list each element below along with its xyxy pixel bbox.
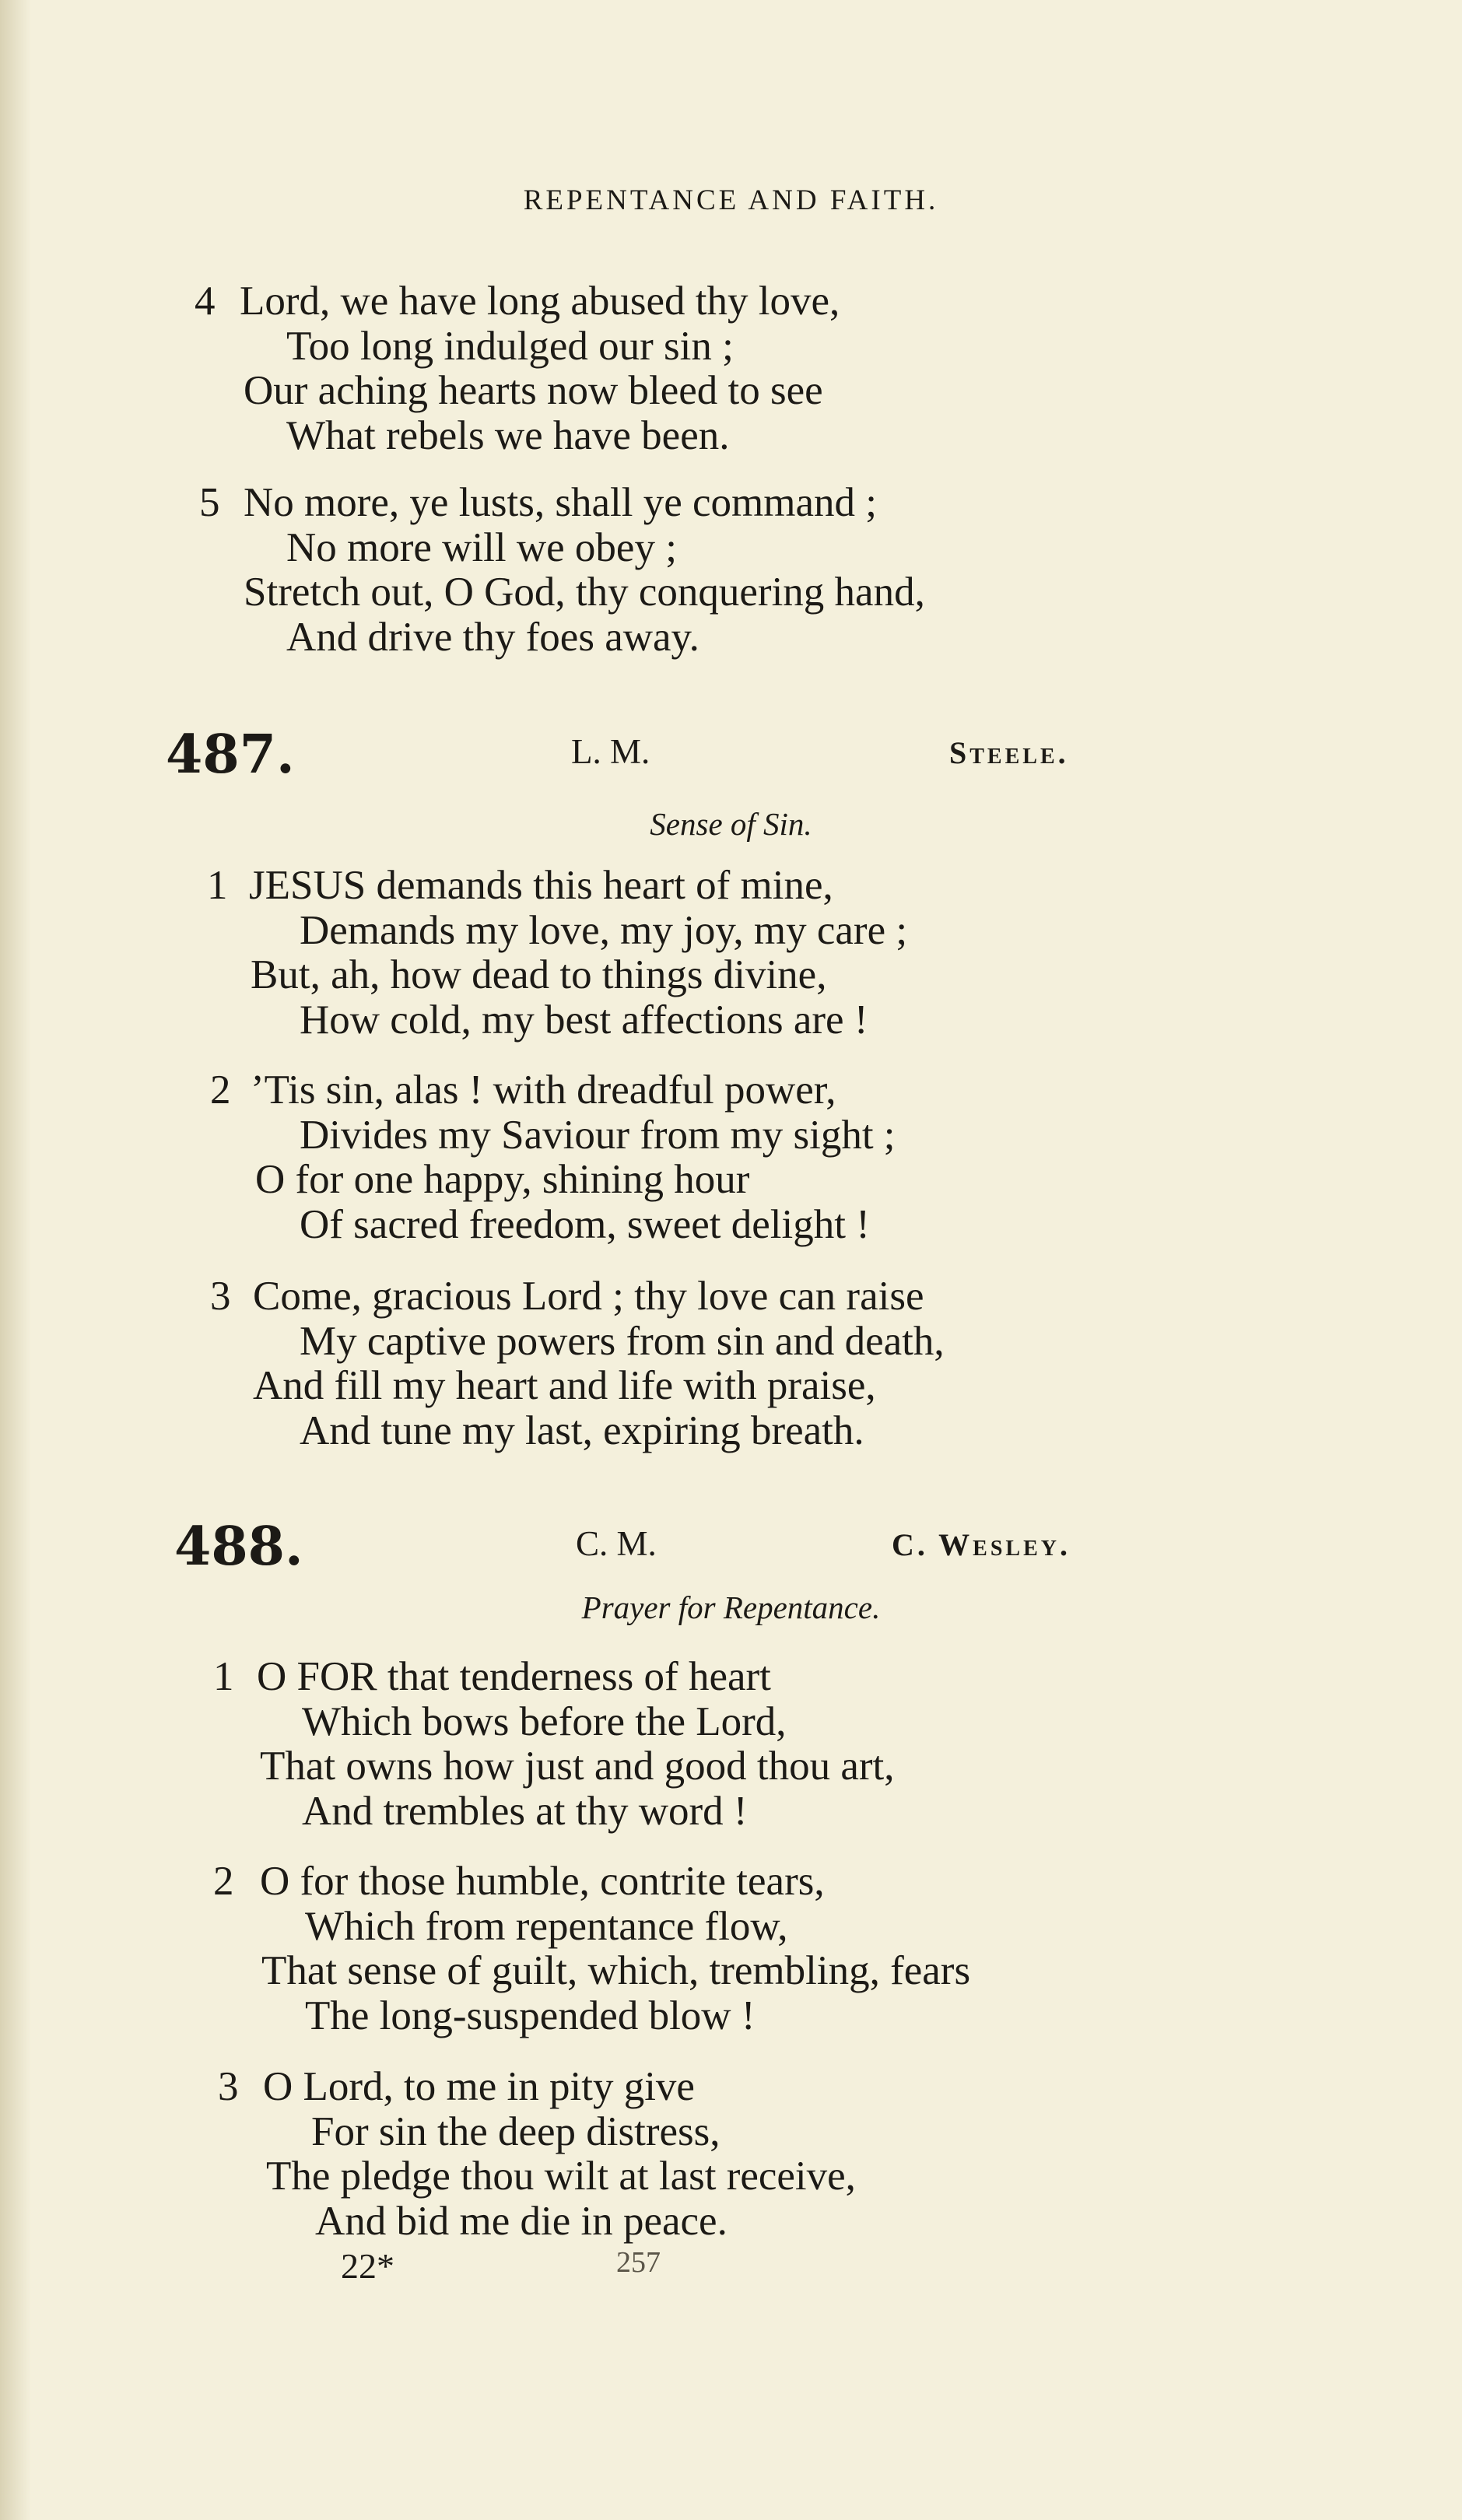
verse-line: Lord, we have long abused thy love, xyxy=(240,279,840,324)
verse-line: But, ah, how dead to things divine, xyxy=(251,952,827,997)
hymn-487-subtitle: Sense of Sin. xyxy=(650,806,812,842)
verse-line: Stretch out, O God, thy conquering hand, xyxy=(244,570,925,615)
verse-line: O for one happy, shining hour xyxy=(255,1157,750,1202)
verse-number: 1 xyxy=(213,1654,234,1699)
verse-line: And drive thy foes away. xyxy=(286,614,699,660)
verse-line: And tune my last, expiring breath. xyxy=(300,1407,864,1453)
verse-line: JESUS demands this heart of mine, xyxy=(249,863,833,908)
prev-hymn-verse-5 xyxy=(0,481,1462,660)
hymn-number: 487. xyxy=(166,724,295,786)
hymn-487-verse-1 xyxy=(0,864,1462,1043)
verse-line: The long-suspended blow ! xyxy=(305,1993,756,2038)
verse-line: Too long indulged our sin ; xyxy=(286,323,734,369)
hymn-488-subtitle: Prayer for Repentance. xyxy=(581,1589,881,1625)
verse-line: Which from repentance flow, xyxy=(305,1903,788,1949)
verse-line: That owns how just and good thou art, xyxy=(260,1744,895,1789)
signature-mark: 22* xyxy=(341,2246,394,2286)
verse-number: 3 xyxy=(218,2064,239,2109)
verse-line: And bid me die in peace. xyxy=(315,2198,727,2244)
verse-line: No more, ye lusts, shall ye command ; xyxy=(244,480,877,525)
verse-number: 3 xyxy=(210,1274,231,1319)
hymn-author: Steele. xyxy=(949,735,1069,770)
verse-line: My captive powers from sin and death, xyxy=(300,1318,945,1364)
hymn-488-verse-1 xyxy=(0,1655,1462,1834)
hymn-author: C. Wesley. xyxy=(892,1527,1071,1562)
verse-line: Our aching hearts now bleed to see xyxy=(244,368,823,413)
verse-number: 5 xyxy=(199,480,220,525)
verse-number: 1 xyxy=(207,863,228,908)
hymn-meter: L. M. xyxy=(571,732,650,771)
verse-line: ’Tis sin, alas ! with dreadful power, xyxy=(251,1067,836,1113)
verse-line: Of sacred freedom, sweet delight ! xyxy=(300,1201,870,1247)
hymn-488-verse-3 xyxy=(0,2065,1462,2244)
hymn-meter: C. M. xyxy=(576,1524,657,1563)
verse-line: And fill my heart and life with praise, xyxy=(253,1363,876,1408)
verse-line: Demands my love, my joy, my care ; xyxy=(300,907,908,953)
hymn-number: 488. xyxy=(174,1516,303,1578)
verse-line: Come, gracious Lord ; thy love can raise xyxy=(253,1274,924,1319)
verse-line: And trembles at thy word ! xyxy=(302,1788,748,1834)
hymn-487-verse-3 xyxy=(0,1274,1462,1453)
hymn-488-header xyxy=(0,1516,1462,1578)
verse-line: How cold, my best affections are ! xyxy=(300,997,868,1043)
verse-line: Which bows before the Lord, xyxy=(302,1698,787,1744)
verse-line: No more will we obey ; xyxy=(286,524,677,570)
verse-line: O Lord, to me in pity give xyxy=(263,2064,695,2109)
verse-number: 2 xyxy=(213,1859,234,1904)
verse-line: For sin the deep distress, xyxy=(311,2108,720,2154)
verse-line: O FOR that tenderness of heart xyxy=(257,1654,771,1699)
verse-line: Divides my Saviour from my sight ; xyxy=(300,1112,896,1158)
running-head: REPENTANCE AND FAITH. xyxy=(523,184,939,216)
verse-line: That sense of guilt, which, trembling, fears xyxy=(261,1948,971,1993)
prev-hymn-verse-4 xyxy=(0,279,1462,458)
hymn-487-header xyxy=(0,724,1462,786)
page-number: 257 xyxy=(616,2246,661,2279)
verse-number: 4 xyxy=(195,279,216,324)
hymn-488-verse-2 xyxy=(0,1859,1462,2038)
verse-line: O for those humble, contrite tears, xyxy=(260,1859,825,1904)
verse-line: The pledge thou wilt at last receive, xyxy=(266,2154,856,2199)
verse-line: What rebels we have been. xyxy=(286,412,730,458)
hymn-487-verse-2 xyxy=(0,1068,1462,1247)
verse-number: 2 xyxy=(210,1067,231,1113)
